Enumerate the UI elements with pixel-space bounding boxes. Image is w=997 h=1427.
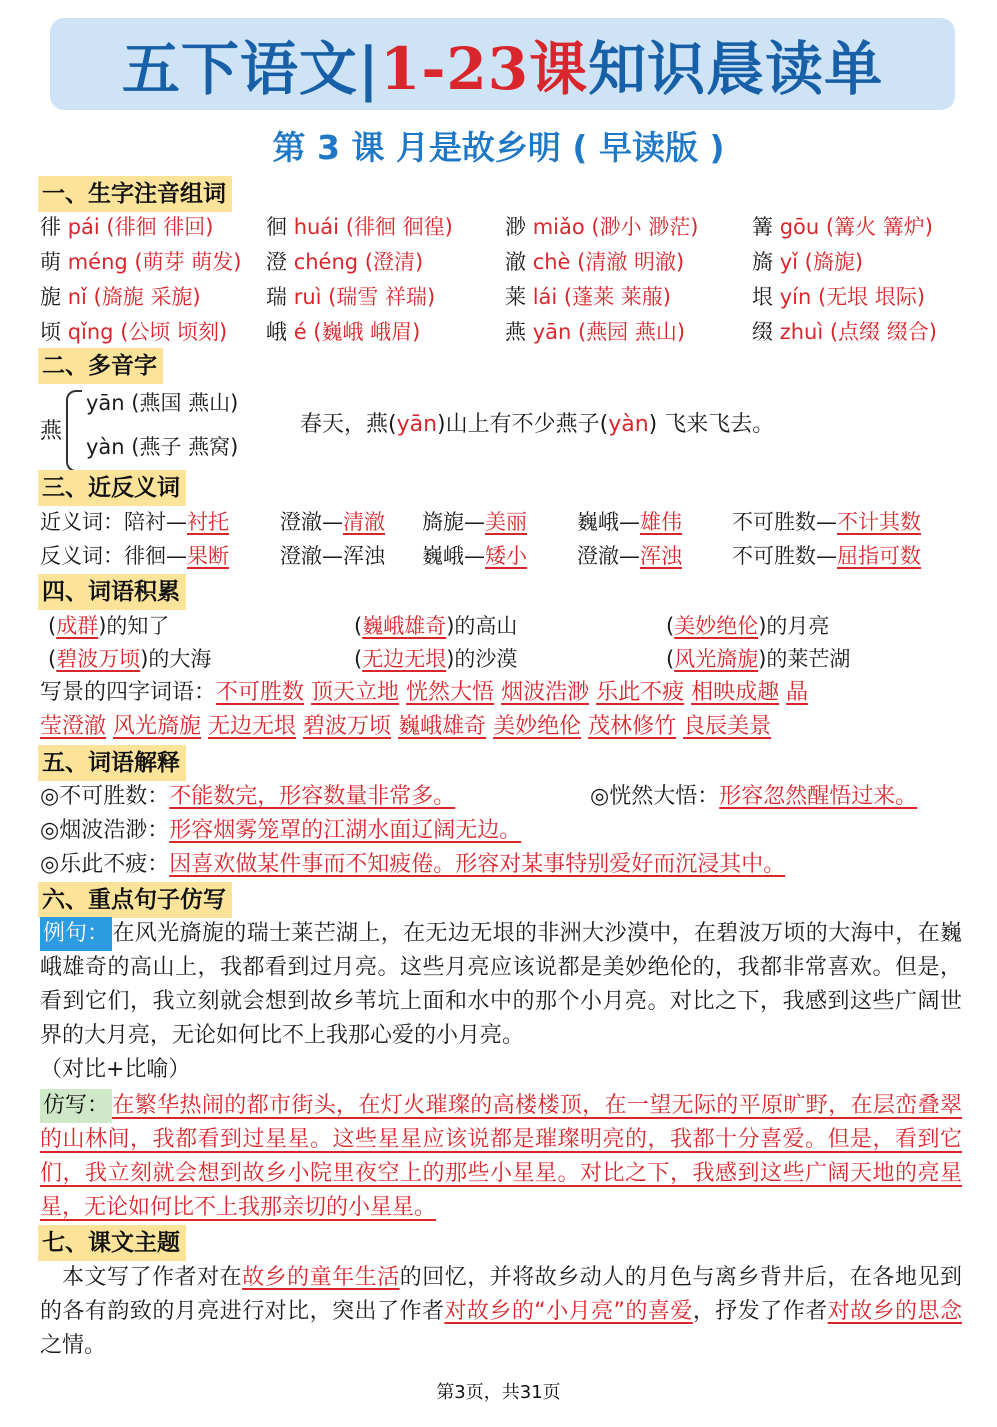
char-entry: 篝 gōu (篝火 篝炉) <box>752 215 933 239</box>
example-text: 在风光旖旎的瑞士莱芒湖上，在无边无垠的非洲大沙漠中，在碧波万顷的大海中，在巍峨雄奇的高山上，我都看到过月亮。这些月亮应该说都是美妙绝伦的，我都非常喜欢。但是，看到它们，我立刻就会想到故乡苇坑上面和水中的那个小月亮。对比之下，我感到这些广阔世界的大月亮，无论如何比不上我那心爱的小月亮。 <box>40 921 962 1048</box>
char-entry: 顷 qǐng (公顷 顷刻) <box>40 320 228 344</box>
explanation-item: ◎不可胜数：不能数完，形容数量非常多。 <box>40 784 456 809</box>
imitation-tag: 仿写： <box>40 1089 112 1123</box>
antonym-item: 澄澈—浑浊 <box>280 544 385 568</box>
antonym-item: 澄澈—浑浊 <box>577 544 682 568</box>
char-entry: 渺 miǎo (渺小 渺茫) <box>505 215 699 239</box>
antonym-row: 反义词：徘徊—果断 <box>40 544 229 568</box>
accum-item: (美妙绝伦)的月亮 <box>666 614 830 638</box>
char-entry: 澄 chéng (澄清) <box>266 250 424 274</box>
char-entry: 燕 yān (燕园 燕山) <box>505 320 686 344</box>
section-heading-3: 三、近反义词 <box>38 470 186 506</box>
char-entry: 徘 pái (徘徊 徘回) <box>40 215 214 239</box>
example-note: （对比+比喻） <box>40 1057 191 1082</box>
example-paragraph <box>40 917 962 1053</box>
accum-item: (碧波万顷)的大海 <box>48 647 212 671</box>
synonym-item: 巍峨—雄伟 <box>577 510 682 534</box>
four-char-line-1: 写景的四字词语：不可胜数 顶天立地 恍然大悟 烟波浩渺 乐此不疲 相映成趣 晶 <box>40 680 809 705</box>
antonym-item: 不可胜数—屈指可数 <box>732 544 921 568</box>
banner-part2: 1-23课 <box>379 35 589 103</box>
char-entry: 峨 é (巍峨 峨眉) <box>266 320 421 344</box>
accum-item: (无边无垠)的沙漠 <box>354 647 518 671</box>
antonym-item: 巍峨—矮小 <box>422 544 527 568</box>
section-heading-5: 五、词语解释 <box>38 745 186 781</box>
section-heading-4: 四、词语积累 <box>38 574 186 610</box>
lesson-title: 第 3 课 月是故乡明 ( 早读版 ) <box>272 128 725 167</box>
polyphone-char: 燕 <box>40 419 63 444</box>
synonym-row: 近义词：陪衬—衬托 <box>40 510 229 534</box>
section-heading-1: 一、生字注音组词 <box>38 176 232 212</box>
synonym-item: 不可胜数—不计其数 <box>732 510 921 534</box>
four-char-line-2: 莹澄澈 风光旖旎 无边无垠 碧波万顷 巍峨雄奇 美妙绝伦 茂林修竹 良辰美景 <box>40 714 772 739</box>
section-heading-2: 二、多音字 <box>38 348 163 384</box>
polyphone-sentence: 春天，燕(yān)山上有不少燕子(yàn) 飞来飞去。 <box>300 412 775 437</box>
char-entry: 旖 yǐ (旖旎) <box>752 250 864 274</box>
synonym-item: 澄澈—清澈 <box>280 510 385 534</box>
page-footer: 第3页，共31页 <box>436 1382 561 1403</box>
char-entry: 莱 lái (蓬莱 莱菔) <box>505 285 671 309</box>
char-entry: 旎 nǐ (旖旎 采旎) <box>40 285 201 309</box>
accum-item: (巍峨雄奇)的高山 <box>354 614 518 638</box>
section-heading-7: 七、课文主题 <box>38 1225 186 1261</box>
polyphone-reading-1: yān (燕国 燕山) <box>86 391 239 415</box>
char-entry: 徊 huái (徘徊 徊徨) <box>266 215 453 239</box>
section-heading-6: 六、重点句子仿写 <box>38 882 232 918</box>
imitation-paragraph <box>40 1089 962 1225</box>
explanation-item: ◎乐此不疲：因喜欢做某件事而不知疲倦。形容对某事特别爱好而沉浸其中。 <box>40 852 786 877</box>
char-entry: 缀 zhuì (点缀 缀合) <box>752 320 937 344</box>
explanation-item: ◎烟波浩渺：形容烟雾笼罩的江湖水面辽阔无边。 <box>40 818 522 843</box>
example-tag: 例句： <box>40 917 112 951</box>
char-entry: 萌 méng (萌芽 萌发) <box>40 250 242 274</box>
theme-paragraph: 本文写了作者对在故乡的童年生活的回忆，并将故乡动人的月色与离乡背井后，在各地见到的各有韵致的月亮进行对比，突出了作者对故乡的“小月亮”的喜爱，抒发了作者对故乡的思念之情。 <box>40 1265 962 1358</box>
imitation-text: 在繁华热闹的都市街头，在灯火璀璨的高楼楼顶，在一望无际的平原旷野，在层峦叠翠的山林间，我都看到过星星。这些星星应该说都是璀璨明亮的，我都十分喜爱。但是，看到它们，我立刻就会想到故乡小院里夜空上的那些小星星。对比之下，我感到这些广阔天地的亮星星，无论如何比不上我那亲切的小星星。 <box>40 1093 962 1220</box>
brace-bracket <box>66 390 82 472</box>
polyphone-reading-2: yàn (燕子 燕窝) <box>86 435 239 459</box>
title-banner <box>50 18 955 110</box>
banner-part3: 知识晨读单 <box>588 35 884 103</box>
char-entry: 瑞 ruì (瑞雪 祥瑞) <box>266 285 436 309</box>
banner-part1: 五下语文| <box>121 35 380 103</box>
accum-item: (风光旖旎)的莱芒湖 <box>666 647 851 671</box>
accum-item: (成群)的知了 <box>48 614 170 638</box>
char-entry: 垠 yín (无垠 垠际) <box>752 285 926 309</box>
char-entry: 澈 chè (清澈 明澈) <box>505 250 685 274</box>
synonym-item: 旖旎—美丽 <box>422 510 527 534</box>
explanation-item: ◎恍然大悟：形容忽然醒悟过来。 <box>590 784 918 809</box>
